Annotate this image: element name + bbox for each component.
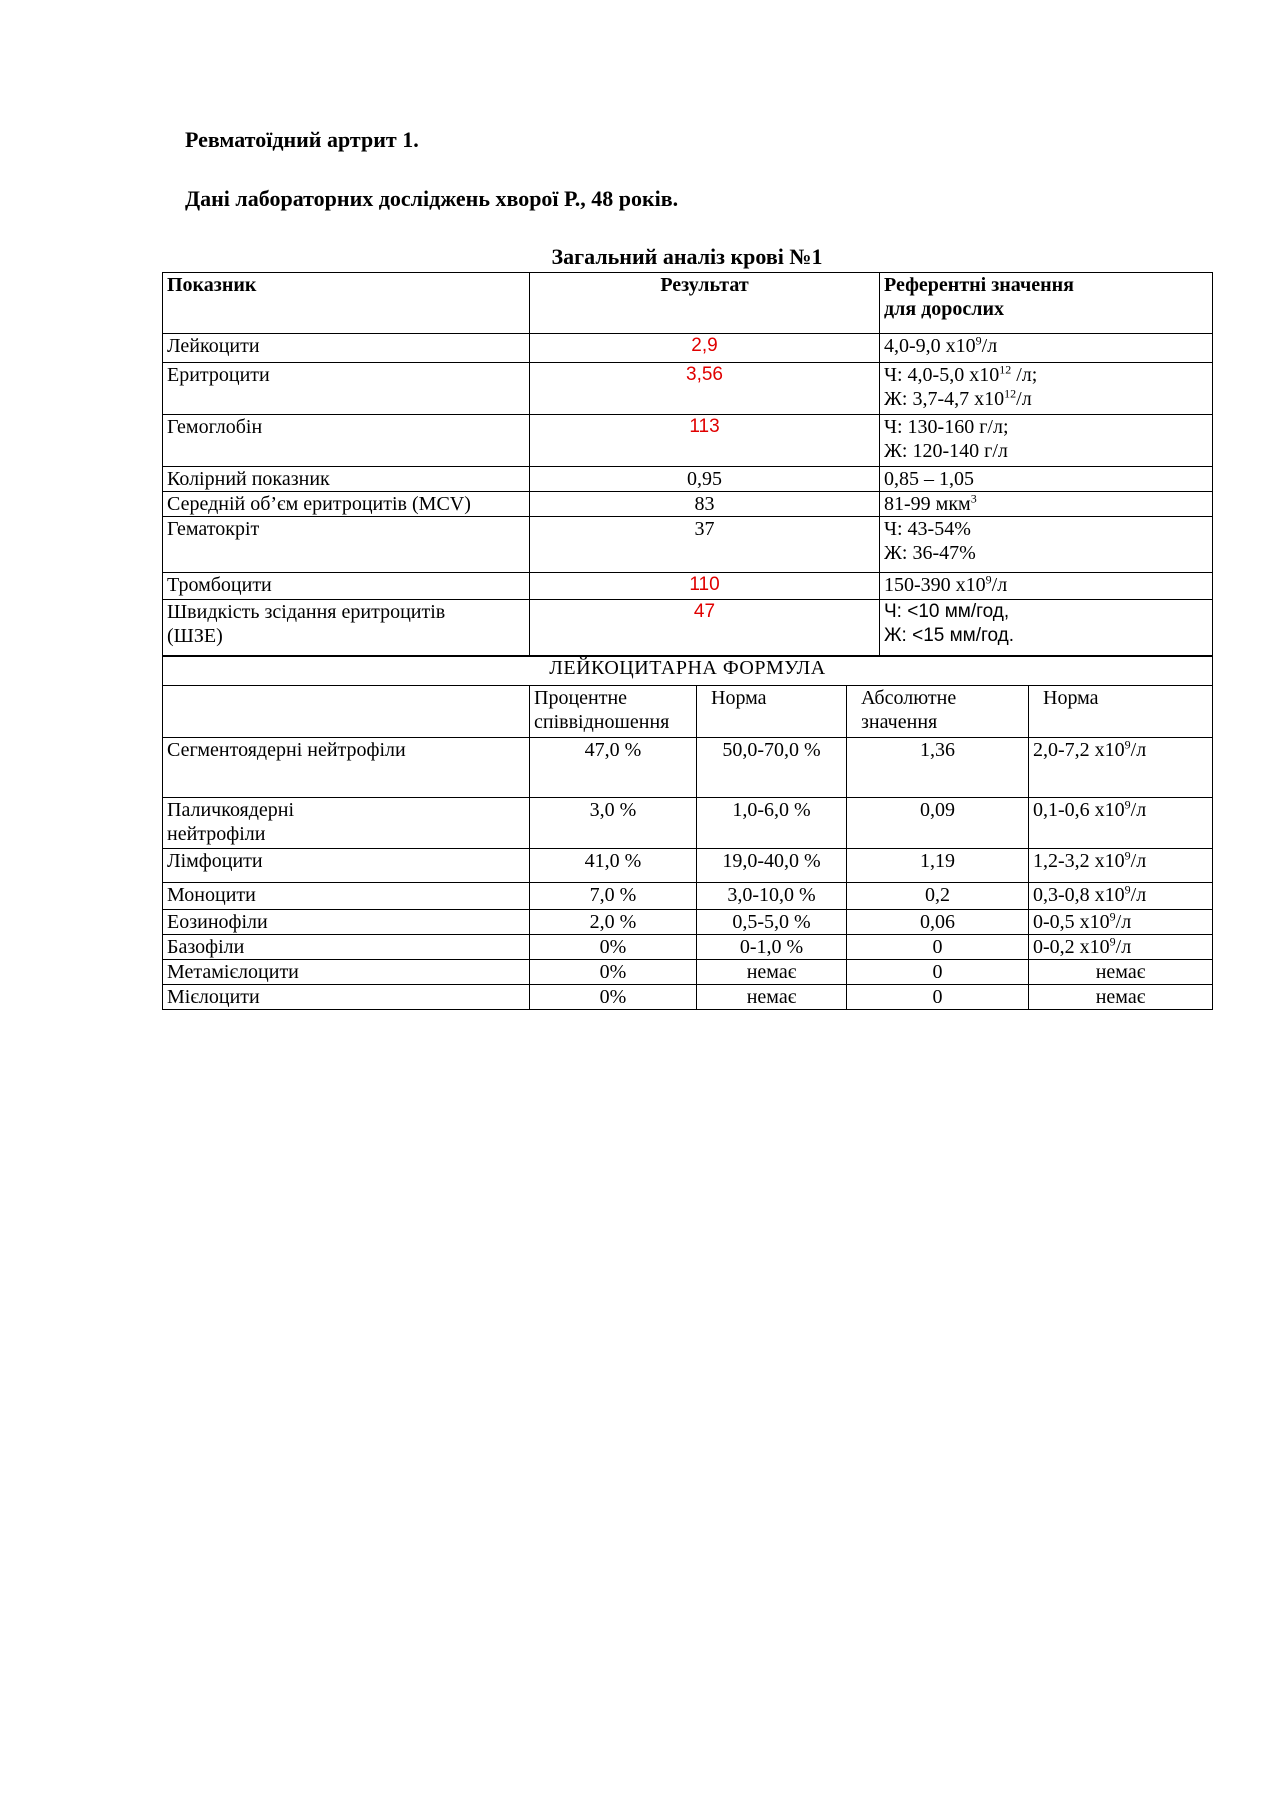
norm-exponent: 9 xyxy=(1124,882,1131,897)
indicator-name: Гемоглобін xyxy=(163,415,530,467)
cell-norm: 50,0-70,0 % xyxy=(697,738,847,798)
cell-name: Лімфоцити xyxy=(163,849,530,883)
patient-info: Дані лабораторних досліджень хворої Р., 48 років. xyxy=(185,186,679,211)
reference-value xyxy=(880,573,1213,600)
indicator-name-line1: Швидкість зсідання еритроцитів xyxy=(167,601,446,623)
reference-value xyxy=(880,363,1213,415)
header-empty xyxy=(163,686,530,738)
result-value: 110 xyxy=(530,573,880,600)
cell-absolute: 1,36 xyxy=(847,738,1029,798)
blood-test-title: Загальний аналіз крові №1 xyxy=(551,244,823,269)
cell-norm: 0,5-5,0 % xyxy=(697,910,847,935)
norm-text: 0-0,2 x10 xyxy=(1033,936,1110,958)
reference-value xyxy=(880,600,1213,657)
cell-norm: 0-1,0 % xyxy=(697,935,847,960)
norm-exponent: 9 xyxy=(1124,797,1131,812)
indicator-name-line2: (ШЗЕ) xyxy=(167,625,223,647)
table-row xyxy=(163,985,1213,1010)
norm-text: 0,1-0,6 x10 xyxy=(1033,799,1125,821)
norm-exponent: 9 xyxy=(1124,848,1131,863)
ref-line-female: Ж: <15 мм/год. xyxy=(884,625,1015,646)
ref-text: Ч: 4,0-5,0 x10 xyxy=(884,364,1000,386)
cell-absolute-norm xyxy=(1029,738,1213,798)
cell-norm: 1,0-6,0 % xyxy=(697,798,847,849)
table-header-row xyxy=(163,273,1213,334)
table-row xyxy=(163,517,1213,573)
table-row xyxy=(163,849,1213,883)
indicator-name xyxy=(163,600,530,657)
cell-percent: 7,0 % xyxy=(530,883,697,910)
table-header-row xyxy=(163,686,1213,738)
section-header-row xyxy=(163,656,1213,686)
result-value: 3,56 xyxy=(530,363,880,415)
indicator-name: Колірний показник xyxy=(163,467,530,492)
leukocyte-formula-table xyxy=(162,655,1213,1010)
header-percent-line2: співвідношення xyxy=(534,711,670,733)
section-title: ЛЕЙКОЦИТАРНА ФОРМУЛА xyxy=(163,656,1213,686)
header-indicator: Показник xyxy=(163,273,530,334)
cell-absolute-norm xyxy=(1029,935,1213,960)
norm-unit: /л xyxy=(1115,911,1132,933)
cell-absolute-norm xyxy=(1029,910,1213,935)
header-reference xyxy=(880,273,1213,334)
cell-norm: немає xyxy=(697,985,847,1010)
blood-test-table xyxy=(162,272,1213,657)
header-absolute-norm: Норма xyxy=(1029,686,1213,738)
reference-value: 0,85 – 1,05 xyxy=(880,467,1213,492)
cell-name: Еозинофіли xyxy=(163,910,530,935)
cell-name: Метамієлоцити xyxy=(163,960,530,985)
result-value: 2,9 xyxy=(530,334,880,363)
norm-text: 0-0,5 x10 xyxy=(1033,911,1110,933)
norm-exponent: 9 xyxy=(1109,909,1116,924)
cell-name-line2: нейтрофіли xyxy=(167,823,266,845)
ref-text: 150-390 x10 xyxy=(884,574,986,596)
reference-value xyxy=(880,334,1213,363)
ref-exponent: 9 xyxy=(975,333,982,348)
table-row xyxy=(163,883,1213,910)
ref-line-female: Ж: 36-47% xyxy=(884,542,976,564)
indicator-name: Лейкоцити xyxy=(163,334,530,363)
cell-absolute: 0,2 xyxy=(847,883,1029,910)
table-row xyxy=(163,910,1213,935)
header-absolute xyxy=(847,686,1029,738)
cell-percent: 2,0 % xyxy=(530,910,697,935)
ref-line-male xyxy=(884,363,1208,387)
cell-name: Сегментоядерні нейтрофіли xyxy=(163,738,530,798)
table-row xyxy=(163,363,1213,415)
header-percent xyxy=(530,686,697,738)
table-row xyxy=(163,935,1213,960)
cell-norm: 19,0-40,0 % xyxy=(697,849,847,883)
norm-text: 0,3-0,8 x10 xyxy=(1033,884,1125,906)
ref-line-female xyxy=(884,387,1208,411)
table-row xyxy=(163,573,1213,600)
table-row xyxy=(163,738,1213,798)
cell-absolute-norm: немає xyxy=(1029,985,1213,1010)
table-row xyxy=(163,600,1213,657)
norm-exponent: 9 xyxy=(1124,737,1131,752)
header-norm: Норма xyxy=(697,686,847,738)
cell-absolute: 0 xyxy=(847,985,1029,1010)
ref-unit: /л; xyxy=(1011,364,1038,386)
cell-percent: 0% xyxy=(530,985,697,1010)
cell-name: Моноцити xyxy=(163,883,530,910)
header-reference-line1: Референтні значення xyxy=(884,274,1074,296)
ref-line-female: Ж: 120-140 г/л xyxy=(884,440,1008,462)
cell-absolute: 0 xyxy=(847,935,1029,960)
cell-absolute-norm xyxy=(1029,849,1213,883)
reference-value xyxy=(880,517,1213,573)
header-percent-line1: Процентне xyxy=(534,687,628,709)
cell-percent: 41,0 % xyxy=(530,849,697,883)
norm-unit: /л xyxy=(1115,936,1132,958)
indicator-name: Тромбоцити xyxy=(163,573,530,600)
ref-exponent: 3 xyxy=(970,491,977,506)
ref-unit: /л xyxy=(991,574,1008,596)
header-absolute-line2: значення xyxy=(861,711,938,733)
ref-exponent: 9 xyxy=(985,572,992,587)
cell-name: Мієлоцити xyxy=(163,985,530,1010)
indicator-name: Еритроцити xyxy=(163,363,530,415)
header-result: Результат xyxy=(530,273,880,334)
indicator-name: Гематокріт xyxy=(163,517,530,573)
cell-percent: 0% xyxy=(530,960,697,985)
ref-line-male: Ч: 130-160 г/л; xyxy=(884,416,1009,438)
cell-norm: 3,0-10,0 % xyxy=(697,883,847,910)
result-value: 83 xyxy=(530,492,880,517)
norm-unit: /л xyxy=(1130,739,1147,761)
cell-absolute-norm xyxy=(1029,883,1213,910)
reference-value xyxy=(880,415,1213,467)
cell-absolute: 0 xyxy=(847,960,1029,985)
ref-text: Ж: 3,7-4,7 x10 xyxy=(884,388,1005,410)
cell-absolute: 0,06 xyxy=(847,910,1029,935)
norm-unit: /л xyxy=(1130,850,1147,872)
cell-absolute: 0,09 xyxy=(847,798,1029,849)
table-row xyxy=(163,960,1213,985)
header-absolute-line1: Абсолютне xyxy=(861,687,957,709)
table-row xyxy=(163,415,1213,467)
norm-text: 2,0-7,2 x10 xyxy=(1033,739,1125,761)
ref-line-male: Ч: 43-54% xyxy=(884,518,971,540)
cell-name xyxy=(163,798,530,849)
table-row xyxy=(163,798,1213,849)
ref-exponent: 12 xyxy=(1004,386,1017,401)
ref-text: 4,0-9,0 x10 xyxy=(884,335,976,357)
norm-text: 1,2-3,2 x10 xyxy=(1033,850,1125,872)
document-title: Ревматоїдний артрит 1. xyxy=(185,127,419,152)
header-reference-line2: для дорослих xyxy=(884,298,1005,320)
ref-line-male: Ч: <10 мм/год, xyxy=(884,601,1010,622)
table-row xyxy=(163,334,1213,363)
cell-percent: 3,0 % xyxy=(530,798,697,849)
cell-absolute-norm: немає xyxy=(1029,960,1213,985)
cell-name: Базофіли xyxy=(163,935,530,960)
ref-unit: /л xyxy=(1016,388,1032,410)
cell-percent: 47,0 % xyxy=(530,738,697,798)
cell-absolute: 1,19 xyxy=(847,849,1029,883)
cell-name-line1: Паличкоядерні xyxy=(167,799,295,821)
ref-exponent: 12 xyxy=(999,362,1012,377)
result-value: 113 xyxy=(530,415,880,467)
ref-unit: /л xyxy=(981,335,998,357)
ref-text: 81-99 мкм xyxy=(884,493,971,515)
indicator-name: Середній об’єм еритроцитів (MCV) xyxy=(163,492,530,517)
table-row xyxy=(163,492,1213,517)
norm-unit: /л xyxy=(1130,799,1147,821)
result-value: 0,95 xyxy=(530,467,880,492)
cell-absolute-norm xyxy=(1029,798,1213,849)
reference-value xyxy=(880,492,1213,517)
cell-percent: 0% xyxy=(530,935,697,960)
table-row xyxy=(163,467,1213,492)
norm-unit: /л xyxy=(1130,884,1147,906)
norm-exponent: 9 xyxy=(1109,934,1116,949)
result-value: 47 xyxy=(530,600,880,657)
result-value: 37 xyxy=(530,517,880,573)
cell-norm: немає xyxy=(697,960,847,985)
